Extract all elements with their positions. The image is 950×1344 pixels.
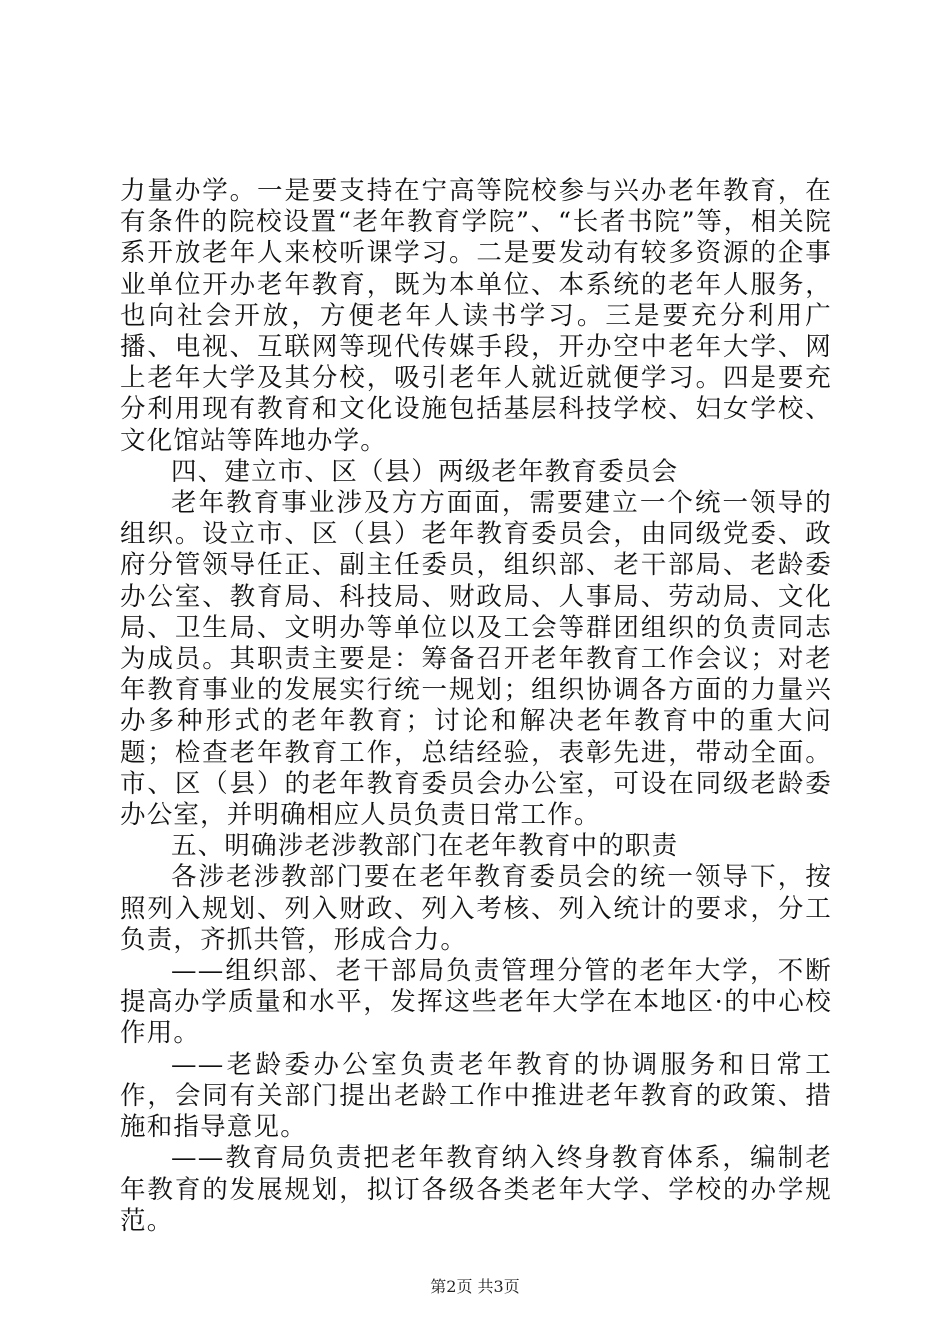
- page-number-footer: 第2页 共3页: [430, 1277, 520, 1296]
- body-paragraph: ——老龄委办公室负责老年教育的协调服务和日常工作，会同有关部门提出老龄工作中推进老年教育的政策、措施和指导意见。: [120, 1049, 832, 1143]
- body-paragraph: 老年教育事业涉及方方面面，需要建立一个统一领导的组织。设立市、区（县）老年教育委员会，由同级党委、政府分管领导任正、副主任委员，组织部、老干部局、老龄委办公室、教育局、科技局、财政局、人事局、劳动局、文化局、卫生局、文明办等单位以及工会等群团组织的负责同志为成员。其职责主要是：筹备召开老年教育工作会议；对老年教育事业的发展实行统一规划；组织协调各方面的力量兴办多种形式的老年教育；讨论和解决老年教育中的重大问题；检查老年教育工作，总结经验，表彰先进，带动全面。市、区（县）的老年教育委员会办公室，可设在同级老龄委办公室，并明确相应人员负责日常工作。: [120, 488, 832, 831]
- body-paragraph: ——组织部、老干部局负责管理分管的老年大学，不断提高办学质量和水平，发挥这些老年大学在本地区·的中心校作用。: [120, 956, 832, 1049]
- body-paragraph-continuation: 力量办学。一是要支持在宁高等院校参与兴办老年教育，在有条件的院校设置“老年教育学院”、“长者书院”等，相关院系开放老年人来校听课学习。二是要发动有较多资源的企事业单位开办老年教育，既为本单位、本系统的老年人服务，也向社会开放，方便老年人读书学习。三是要充分利用广播、电视、互联网等现代传媒手段，开办空中老年大学、网上老年大学及其分校，吸引老年人就近就便学习。四是要充分利用现有教育和文化设施包括基层科技学校、妇女学校、文化馆站等阵地办学。: [120, 176, 832, 456]
- body-paragraph: 各涉老涉教部门要在老年教育委员会的统一领导下，按照列入规划、列入财政、列入考核、列入统计的要求，分工负责，齐抓共管，形成合力。: [120, 862, 832, 955]
- body-paragraph: ——教育局负责把老年教育纳入终身教育体系，编制老年教育的发展规划，拟订各级各类老年大学、学校的办学规范。: [120, 1143, 832, 1236]
- section-heading-5: 五、明确涉老涉教部门在老年教育中的职责: [171, 831, 679, 862]
- document-body: [120, 176, 832, 1237]
- section-heading-4: 四、建立市、区（县）两级老年教育委员会: [171, 456, 679, 487]
